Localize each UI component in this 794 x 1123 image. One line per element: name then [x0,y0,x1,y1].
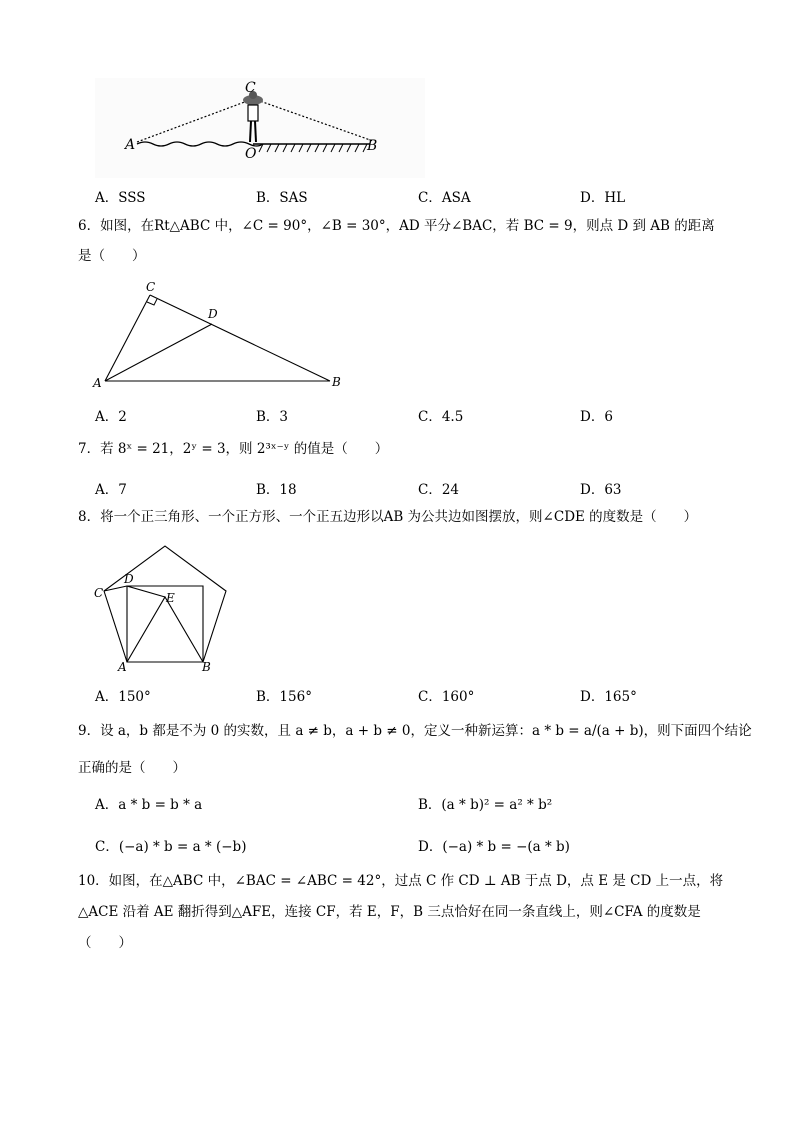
q9-option-b[interactable]: B．(a * b)² = a² * b² [418,797,553,813]
q7-stem-line1: 7．若 8ˣ = 21，2ʸ = 3，则 2³ˣ⁻ʸ 的值是（ ） [78,441,389,457]
q6-option-a[interactable]: A．2 [95,409,127,425]
label-A: A [93,376,102,390]
q8-option-a[interactable]: A．150° [95,689,151,705]
q7-option-d[interactable]: D．63 [580,482,622,498]
label-A: A [118,660,127,674]
q9-stem-line2: 正确的是（ ） [78,760,186,776]
q10-stem-line2: △ACE 沿着 AE 翻折得到△AFE，连接 CF，若 E，F，B 三点恰好在同一条直线上，则∠CFA 的度数是 [78,904,701,920]
q6-option-b[interactable]: B．3 [256,409,289,425]
q6-stem-line2: 是（ ） [78,248,146,264]
q7-option-b[interactable]: B．18 [256,482,297,498]
q9-stem-line1: 9．设 a，b 都是不为 0 的实数，且 a ≠ b，a + b ≠ 0，定义一种新运算：a * b = a/(a + b)，则下面四个结论 [78,723,752,739]
q10-stem-line1: 10．如图，在△ABC 中，∠BAC = ∠ABC = 42°，过点 C 作 CD ⊥ AB 于点 D，点 E 是 CD 上一点，将 [78,873,724,889]
label-B: B [202,660,211,674]
label-B: B [332,375,341,389]
label-O: O [245,146,257,162]
label-B: B [367,138,378,154]
q9-option-a[interactable]: A．a * b = b * a [95,797,203,813]
q5-option-a[interactable]: A．SSS [95,190,146,206]
q5-option-d[interactable]: D．HL [580,190,626,206]
q6-stem-line1: 6．如图，在Rt△ABC 中，∠C = 90°，∠B = 30°，AD 平分∠BAC，若 BC = 9，则点 D 到 AB 的距离 [78,218,715,234]
q6-option-d[interactable]: D．6 [580,409,613,425]
q5-figure [95,78,425,178]
label-C: C [146,280,156,294]
q10-stem-line3: （ ） [78,935,132,951]
q7-option-c[interactable]: C．24 [418,482,460,498]
q9-option-c[interactable]: C．(−a) * b = a * (−b) [95,839,247,855]
q7-option-a[interactable]: A．7 [95,482,127,498]
q6-figure [90,278,350,390]
q8-figure [90,540,240,675]
q8-stem-line1: 8．将一个正三角形、一个正方形、一个正五边形以AB 为公共边如图摆放，则∠CDE 的度数是（ ） [78,509,698,525]
q6-option-c[interactable]: C．4.5 [418,409,464,425]
q9-option-d[interactable]: D．(−a) * b = −(a * b) [418,839,570,855]
label-D: D [208,307,218,321]
q5-option-b[interactable]: B．SAS [256,190,308,206]
label-A: A [125,137,136,153]
label-E: E [166,591,175,605]
label-C: C [94,586,104,600]
q8-option-d[interactable]: D．165° [580,689,637,705]
label-C: C [245,80,256,96]
label-D: D [124,572,134,586]
q8-option-c[interactable]: C．160° [418,689,475,705]
q8-option-b[interactable]: B．156° [256,689,312,705]
q5-option-c[interactable]: C．ASA [418,190,471,206]
